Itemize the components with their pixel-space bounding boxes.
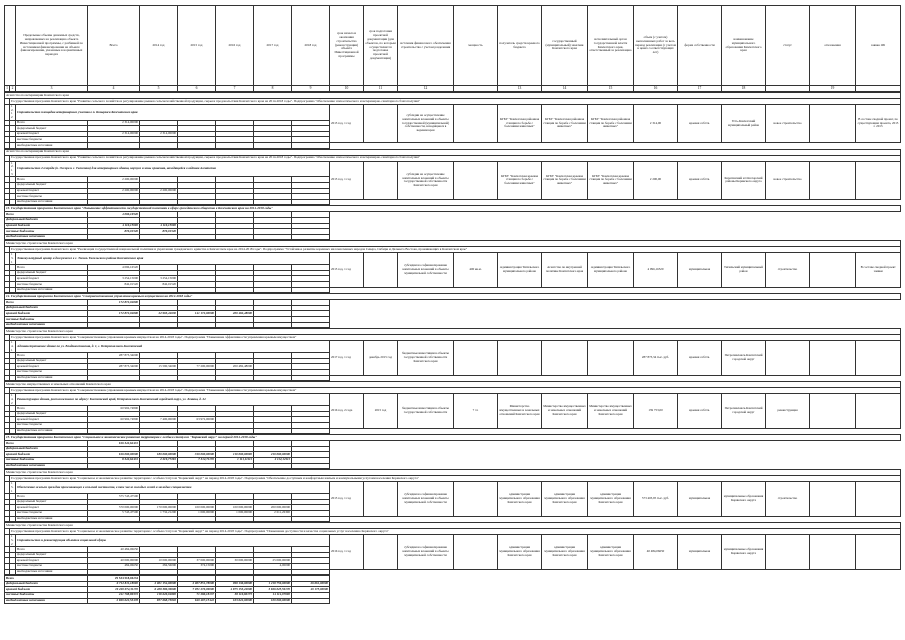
ministry-row: Агентство по ветеринарии Камчатского края [5,93,901,99]
program-row: Государственная программа Камчатского края "Социальное и экономическое развитие территории с особым статусом "Корякский округ" на период 2014-2018 годы". Подпрограмма "Обеспечение доступным и комфортным жильем и коммунальными услугами населения Корякского округа" [5,476,901,482]
funding-row-total: Всего 2 314,00000 [5,120,901,126]
subtotal-row-regional: краевой бюджет 4 116,15000 4 116,15000 [5,223,901,229]
header-2016: 2016 год [216,6,254,86]
subtotal-title: 13. Государственная программа Камчатского края "Повышение эффективности государственной политики в сфере гражданского общества в Камчатском крае на 2014-2018 годы" [5,206,901,212]
document-sheet [4,5,900,604]
ministry-row: Министерство имущественных и земельных отношений Камчатского края [5,382,901,388]
funding-row-regional: краевой бюджет 570 000,00000 170 000,00000 100 000,00000 100 000,00000 200 000,00000 [5,505,901,511]
ministry-row: Министерство строительства Камчатского края [5,470,901,476]
header-power: мощность [454,6,498,86]
grand-row-total: Всего 29 534 518,04234 [5,576,901,582]
funding-row-federal: федеральный бюджет [5,126,901,132]
grand-row-extra: внебюджетные источники 2 699 622,53478 857 668,73802 640 487,15442 163 622,00000 100 000,00000 [5,598,901,604]
table-header-row [5,6,901,86]
funding-row-extra: внебюджетные источники [5,199,901,205]
funding-row-total: Всего 287 873,34000 [5,353,901,359]
header-volume: объем (с учетом) выполненных работ за весь период реализации (с учетом в ценах соответствующих лет) [634,6,678,86]
object-block-b6 [4,469,901,522]
program-row: Государственная программа Камчатского края "Реализация государственной национальной политики и укрепление гражданского единства в Камчатском крае на 2014-2018 годы". Подпрограмма "Устойчивое развитие коренных малочисленных народов Севера, Сибири и Дальнего Востока, проживающих в Камчатском крае" [5,247,901,253]
funding-row-federal: федеральный бюджет [5,182,901,188]
subtotal-row-regional: краевой бюджет 616 000,00000 180 000,00000 310 000,00000 110 000,00000 210 000,00000 [5,452,901,458]
funding-row-regional: краевой бюджет 287 873,34000 15 590,34000 77 200,00000 200 482,48000 [5,364,901,370]
funding-row-federal: федеральный бюджет [5,552,901,558]
ministry-row: Министерство строительства Камчатского края [5,329,901,335]
header-deviation: отклонения [810,6,856,86]
program-row: Государственная программа Камчатского края "Развитие сельского хозяйства и регулирование рынков сельскохозяйственной продукции, сырья и продовольствия Камчатского края на 2014-2018 годы". Подпрограмма "Обеспечение эпизоотического и ветеринарно-санитарного благополучия" [5,99,901,105]
object-block-b1 [4,92,901,149]
subtotal-row-federal: федеральный бюджет [5,446,901,452]
funding-row-total: Всего 40 484,06650 [5,547,901,553]
funding-row-local: местные бюджеты 842,01520 842,01520 [5,282,901,288]
grand-row-local: местные бюджеты 241 708,89372 118 626,94800 71 286,18137 38 116,80175 14 114,97000 [5,592,901,598]
object-row: 13.1 Этнокультурный центр и дом ремесел в с. Тигиль Тигильского района Камчатского края 2015 год, 1 год субсидии на софинансирование капитальных вложений в объекты муниципальной собственности 400 кв.м. Администрация Тигильского муниципального района Агентство по внутренней политике Камчатского края Администрация Тигильского муниципального района 4 096,16520 муниципальная Тигильский муниципальный район строительство В составе сводной проект заявки [5,253,901,265]
header-customer: государственный (муниципальный) заказчик Камчатского края [542,6,588,86]
object-block-b4 [4,328,901,381]
funding-row-extra: внебюджетные источники [5,375,901,381]
object-block-b5 [4,381,901,434]
funding-row-extra: внебюджетные источники [5,569,901,575]
funding-row-total: Всего 575 743,47500 [5,494,901,500]
ministry-row: Министерство строительства Камчатского края [5,241,901,247]
subtotal-row-federal: федеральный бюджет [5,217,901,223]
header-request: заявка ОБ [856,6,901,86]
funding-row-total: Всего 2 200,00000 [5,177,901,183]
funding-row-federal: федеральный бюджет [5,499,901,505]
header-objects: Предельные объемы денежных средств, направляемых на реализацию объекта Инвестиционной программы, с разбивкой по источникам финансирования на объекте финансирования, указанные в нормативных периодах [16,6,88,86]
funding-row-local: местные бюджеты [5,137,901,143]
funding-row-federal: федеральный бюджет [5,411,901,417]
funding-row-total: Всего 60 992,74800 [5,406,901,412]
header-design: срок подготовки проектной документации (для объектов, по которым осуществляется подготовка проектной документации) [364,6,398,86]
header-executor: исполнительный орган государственной власти Камчатского края, ответственный за реализацию [588,6,634,86]
subtotal-title: 14. Государственная программа Камчатского края "Совершенствование управления краевым имуществом на 2014-2018 годы" [5,294,901,300]
program-row: Государственная программа Камчатского края "Совершенствование управления краевым имуществом на 2014-2018 годы". Подпрограмма "Повышение эффективности управления краевым имуществом" [5,388,901,394]
funding-row-extra: внебюджетные источники [5,516,901,522]
header-source: источник финансового обеспечения строительства с учетом разделения [398,6,454,86]
header-period: срок начала и окончания строительства (реконструкции) объекта Инвестиционной программы [330,6,364,86]
subtotal-block-t15 [4,434,901,469]
investment-program-table [4,5,901,92]
object-row: 15.2 Строительство и реконструкция объектов социальной сферы 2016 год, 1 год субсидии на софинансирование капитальных вложений в объекты муниципальной собственности администрация муниципального образования Камчатского края администрация муниципального образования Камчатского края администрация муниципального образования Камчатского края 40 484,06650 муниципальная муниципальные образования Корякского округа [5,535,901,547]
header-2015: 2015 год [178,6,216,86]
subtotal-block-t14 [4,293,901,328]
subtotal-row-federal: федеральный бюджет [5,305,901,311]
funding-row-local: местные бюджеты 484,06650 284,56000 374,15000 4,00000 [5,563,901,569]
funding-row-regional: краевой бюджет 40 000,00000 10 000,00000 37 000,00000 30 000,00000 25 000,00000 [5,558,901,564]
program-row: Государственная программа Камчатского края "Развитие сельского хозяйства и регулирование рынков сельскохозяйственной продукции, сырья и продовольствия Камчатского края на 2014-2018 годы". Подпрограмма "Обеспечение эпизоотического и ветеринарно-санитарного благополучия" [5,155,901,161]
object-row: 12.12 Строительство площадки ветеринарного участка в п. Козыревск Камчатского края 2015 год, 1 год субсидии на осуществление капитальных вложений в объекты государственной (муниципальной) собственности, находящиеся в ведении края КГБУ "Камчатская районная станция по борьбе с болезнями животных" КГБУ "Камчатская районная станция по борьбе с болезнями животных" КГБУ "Камчатская районная станция по борьбе с болезнями животных" 2 314,00 краевая собств. Усть-Камчатский муниципальный район новое строительство В составе сводной проект, по существующим проекта, 2015 г. 2013 [5,105,901,121]
ministry-row: Министерство строительства Камчатского края [5,523,901,529]
header-2018: 2018 год [292,6,330,86]
header-receiver: получатель средств краевого бюджета [498,6,542,86]
header-2017: 2017 год [254,6,292,86]
object-row: 15.1 Обеспечение жильем граждан проживающих в сельской местности, в том числе молодых семей и молодых специалистов 2015 год, 1 год субсидии на софинансирование капитальных вложений в объекты муниципальной собственности администрация муниципального образования Камчатского края администрация муниципального образования Камчатского края администрация муниципального образования Камчатского края 573 403,95 тыс. руб. муниципальная муниципальные образования Корякского округа строительство [5,482,901,494]
object-block-b7 [4,522,901,575]
object-block-b2 [4,149,901,206]
funding-row-federal: федеральный бюджет [5,358,901,364]
funding-row-extra: внебюджетные источники [5,428,901,434]
funding-row-local: местные бюджеты [5,194,901,200]
funding-row-extra: внебюджетные источники [5,287,901,293]
funding-row-regional: краевой бюджет 2 314,00000 2 314,00000 [5,131,901,137]
funding-row-local: местные бюджеты 5 743,47500 1 732,21200 1 000,00000 1 000,00000 2 011,26300 [5,510,901,516]
header-2014: 2014 год [140,6,178,86]
subtotal-row-local: местные бюджеты 876,01520 876,01520 [5,229,901,235]
funding-row-regional: краевой бюджет 3 254,15000 3 254,15000 [5,276,901,282]
funding-row-extra: внебюджетные источники [5,143,901,149]
subtotal-row-extra: внебюджетные источники [5,322,901,328]
column-number-row: 1 2 3 4 5 6 7 8 9 10 11 12 13 14 15 16 17 18 19 [5,86,901,92]
program-row: Государственная программа Камчатского края "Социальное и экономическое развитие территории с особым статусом "Корякский округ" на период 2014-2018 годы". Подпрограмма "Повышение доступности и качества социальных услуг населению Корякского округа" [5,529,901,535]
subtotal-row-extra: внебюджетные источники [5,234,901,240]
subtotal-row-extra: внебюджетные источники [5,463,901,469]
table-body [4,92,900,604]
grand-total-block [4,575,901,604]
header-mo: наименование муниципального образования Камчатского края [722,6,766,86]
header-form: форма собственности [678,6,722,86]
subtotal-row-regional: краевой бюджет 172 872,04800 22 993,44030 141 172,00000 200 482,48000 [5,311,901,317]
header-status: статус [766,6,810,86]
header-total: Всего [88,6,140,86]
subtotal-title: 15. Государственная программа Камчатского края "Социальное и экономическое развитие территории с особым статусом "Корякский округ" на период 2014-2018 годы" [5,435,901,441]
ministry-row: Агентство по ветеринарии Камчатского края [5,149,901,155]
object-row: 14.1 Административное здание по ул. Владивостокская, д. 1, г. Петропавловск-Камчатский 2017 год, 1 год декабрь 2015 год бюджетные инвестиции в объекты государственной собственности Камчатского края 287 873,34 тыс. руб. краевая собств. Петропавловск-Камчатский городской округ [5,341,901,353]
subtotal-row-total: Всего 172 872,04800 [5,300,901,306]
funding-row-regional: краевой бюджет 2 200,00000 2 200,00000 [5,188,901,194]
subtotal-row-total: Всего 4 096,16520 [5,212,901,218]
subtotal-row-local: местные бюджеты [5,317,901,323]
funding-row-local: местные бюджеты [5,370,901,376]
subtotal-block-t13 [4,205,901,240]
funding-row-local: местные бюджеты [5,423,901,429]
object-block-b3 [4,240,901,293]
subtotal-row-local: местные бюджеты 8 342,62431 2 219,77281 7 312,71170 1 111,11111 2 112,12111 [5,457,901,463]
object-row: 12.13 Строительство 2 очереди (п. Оссора и с. Тиличики) для ветеринарного здания, корпуса и зоны хранения, находящейся в ведении Агентства 2015 год, 1 год субсидии на осуществление капитальных вложений в объекты государственной собственности Камчатского края КГБУ "Камчатская краевая станция по борьбе с болезнями животных" КГБУ "Камчатская краевая станция по борьбе с болезнями животных" КГБУ "Камчатская краевая станция по борьбе с болезнями животных" 2 200,00 краевая собств. Карагинский и Олюторский районы Корякского округа новое строительство [5,161,901,177]
subtotal-row-total: Всего 616 342,62431 [5,441,901,447]
grand-row-federal: федеральный бюджет 6 712 811,18000 2 001 154,00000 2 007 851,78000 998 136,00000 1 218 759,00000 26 661,00000 [6,581,328,586]
funding-row-regional: краевой бюджет 60 992,74800 7 400,00000 63 972,00000 [5,417,901,423]
object-row: 14.2 Реконструкция здания, расположенного по адресу: Камчатский край, Петропавловск-Камчатский городской округ, ул. Ленина, д. 24 2016 год, 2 года 2015 год бюджетные инвестиции в объекты государственной собственности 7 эт. Министерство имущественных и земельных отношений Камчатского края Министерство имущественных и земельных отношений Камчатского края Министерство имущественных и земельных отношений Камчатского края 139 753,00 краевая собств. Петропавловск-Камчатский городской округ реконструкция [5,394,901,406]
funding-row-federal: федеральный бюджет [5,270,901,276]
grand-row-regional: краевой бюджет 19 220 074,31170 6 408 389,39600 7 051 276,09000 4 875 153,22000 3 826 025,59170 49 175,00000 [6,586,328,591]
funding-row-total: Всего 4 096,16520 [5,265,901,271]
program-row: Государственная программа Камчатского края "Совершенствование управления краевым имуществом на 2014-2018 годы". Подпрограмма "Повышение эффективности управления краевым имуществом" [5,335,901,341]
